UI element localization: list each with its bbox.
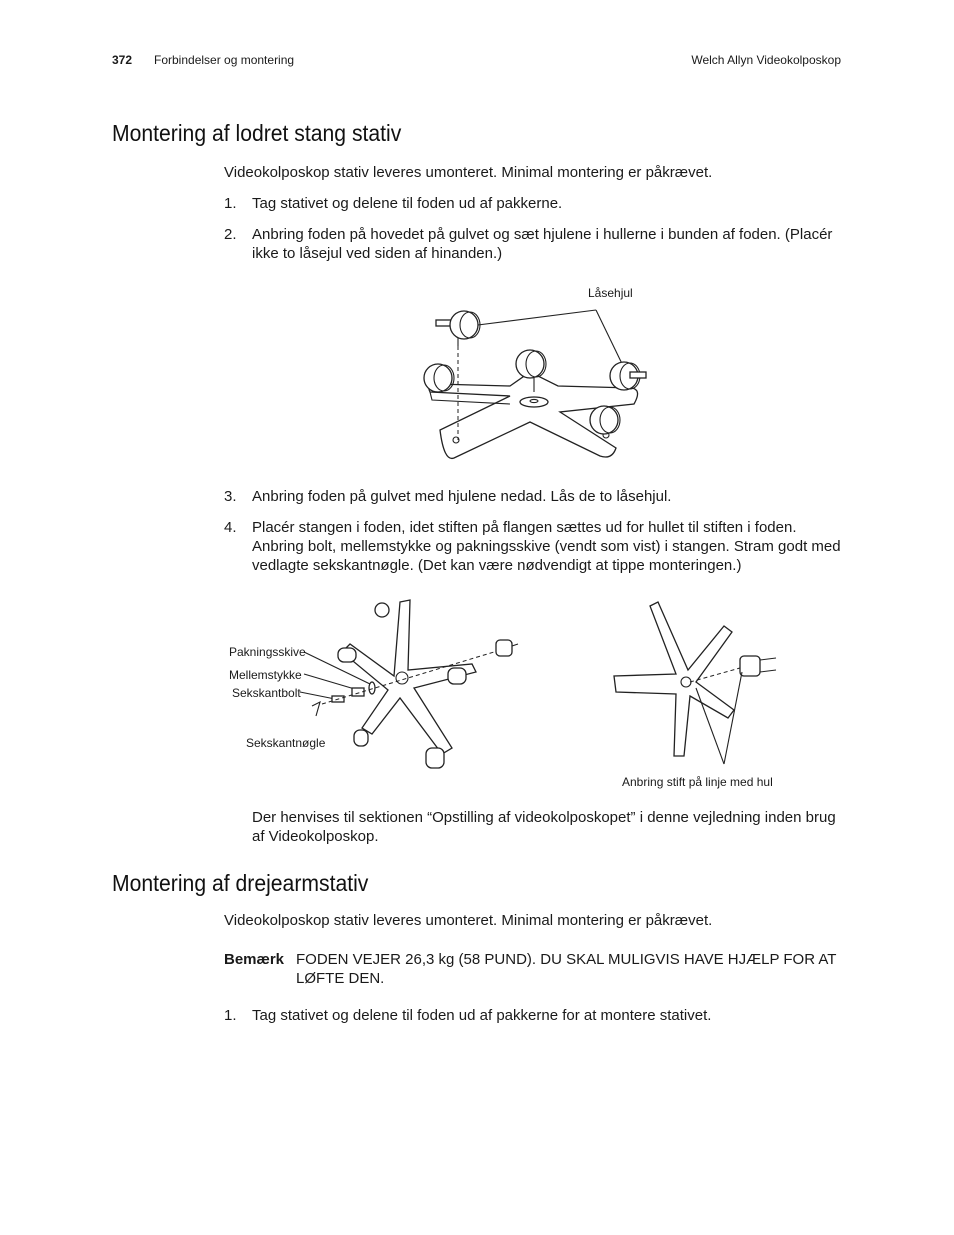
header-product: Welch Allyn Videokolposkop <box>691 53 841 67</box>
figure-pole-assembly <box>224 592 784 797</box>
reference-text: Der henvises til sektionen “Opstilling af videokolposkopet” i denne vejledning inden brug af Videokolposkop. <box>252 809 836 845</box>
header-section: Forbindelser og montering <box>154 53 295 67</box>
step-number: 1. <box>224 195 237 212</box>
step-text: Placér stangen i foden, idet stiften på flangen sættes ud for hullet til stiften i foden. Anbring bolt, mellemstykke og pakningsskive (vendt som vist) i stangen. Stram godt med vedlagte sekskantnøgle. (Det kan være nødvendigt at tippe monteringen.) <box>252 519 841 574</box>
step-number: 1. <box>224 1007 237 1024</box>
section2-intro: Videokolposkop stativ leveres umonteret. Minimal montering er påkrævet. <box>224 912 713 929</box>
caster-locking-right <box>610 362 646 390</box>
step-number: 2. <box>224 226 237 243</box>
section-title-swing-arm-stand: Montering af drejearmstativ <box>112 870 369 896</box>
callout-washer: Pakningsskive <box>229 645 306 659</box>
callout-align-pin: Anbring stift på linje med hul <box>622 775 773 789</box>
caster-locking-left <box>436 311 480 346</box>
caster-front <box>590 406 620 434</box>
base-casters-illustration <box>410 280 670 470</box>
step-text: Anbring foden på gulvet med hjulene nedad. Lås de to låsehjul. <box>252 488 672 505</box>
callout-hex-key: Sekskantnøgle <box>246 736 326 750</box>
section-title-vertical-stand: Montering af lodret stang stativ <box>112 120 402 146</box>
step-text: Tag stativet og delene til foden ud af pakkerne for at montere stativet. <box>252 1007 712 1024</box>
section1-intro: Videokolposkop stativ leveres umonteret. Minimal montering er påkrævet. <box>224 164 713 181</box>
page-number: 372 <box>112 53 133 67</box>
pole-assembly-illustration <box>224 592 784 797</box>
figure-base-casters <box>410 280 670 470</box>
callout-locking-caster: Låsehjul <box>588 286 633 300</box>
callout-hex-bolt: Sekskantbolt <box>232 686 301 700</box>
callout-spacer: Mellemstykke <box>229 668 302 682</box>
note-text: FODEN VEJER 26,3 kg (58 PUND). DU SKAL MULIGVIS HAVE HJÆLP FOR AT LØFTE DEN. <box>296 951 837 987</box>
step-text: Tag stativet og delene til foden ud af pakkerne. <box>252 195 563 212</box>
step-number: 3. <box>224 488 237 505</box>
note-label: Bemærk <box>224 951 285 968</box>
step-number: 4. <box>224 519 237 536</box>
step-text: Anbring foden på hovedet på gulvet og sæt hjulene i hullerne i bunden af foden. (Placér ikke to låsejul ved siden af hinanden.) <box>252 226 833 262</box>
